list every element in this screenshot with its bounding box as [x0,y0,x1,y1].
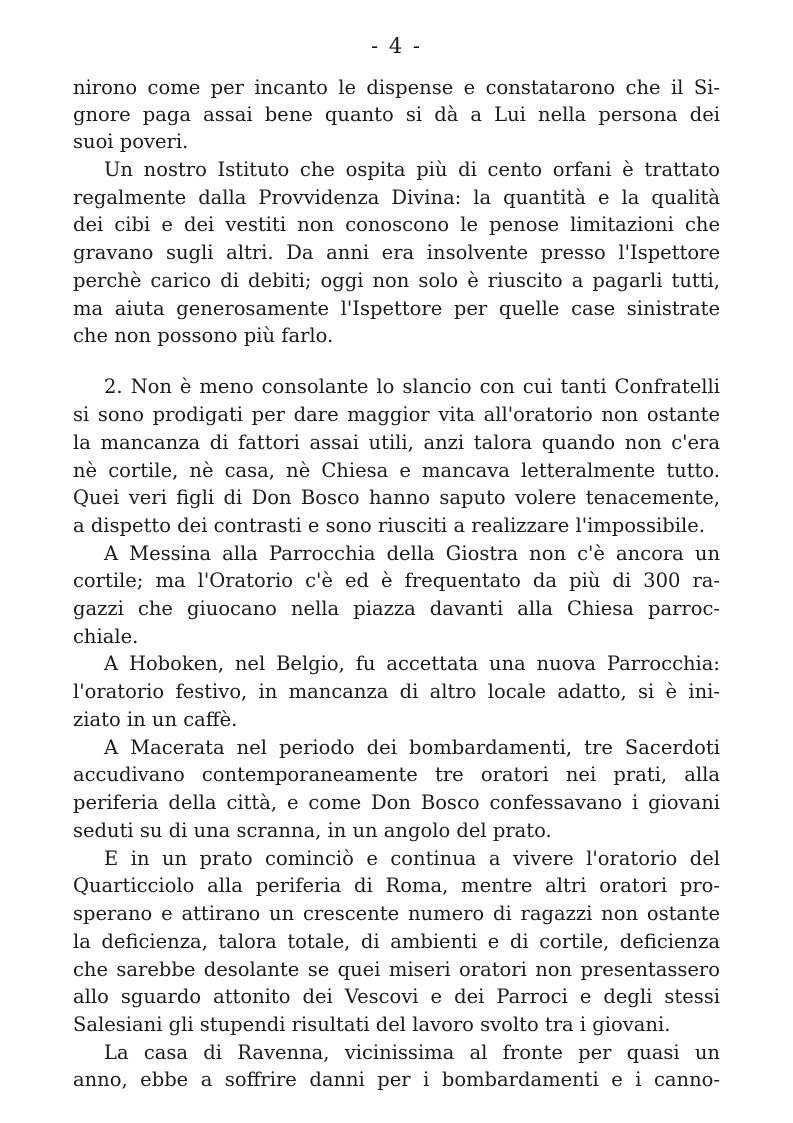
text-line: E in un prato cominciò e continua a vivere l'oratorio del [104,847,720,870]
text-line: che sarebbe desolante se quei miseri oratori non presentassero [73,958,720,981]
page-number: - 4 - [371,34,422,58]
text-line: dei cibi e dei vestiti non conoscono le penose limitazioni che [73,213,720,236]
text-line: A Hoboken, nel Belgio, fu accettata una nuova Parrocchia: [104,652,720,675]
text-line: accudivano contemporaneamente tre oratori nei prati, alla [73,763,720,786]
text-line: ma aiuta generosamente l'Ispettore per quelle case sinistrate [73,297,720,320]
text-line: anno, ebbe a soffrire danni per i bombardamenti e i canno- [73,1068,720,1091]
text-line: gazzi che giuocano nella piazza davanti alla Chiesa parroc- [73,597,720,620]
text-line: a dispetto dei contrasti e sono riusciti a realizzare l'impossibile. [73,514,705,537]
text-line: l'oratorio festivo, in mancanza di altro locale adatto, si è ini- [73,680,720,703]
text-line: chiale. [73,625,139,648]
text-line: suoi poveri. [73,130,189,153]
text-line: si sono prodigati per dare maggior vita all'oratorio non ostante [73,403,720,426]
text-line: regalmente dalla Provvidenza Divina: la quantità e la qualità [73,186,720,209]
text-line: Quei veri figli di Don Bosco hanno saputo volere tenacemente, [73,486,720,509]
text-line: perchè carico di debiti; oggi non solo è riuscito a pagarli tutti, [73,269,720,292]
text-line: A Messina alla Parrocchia della Giostra non c'è ancora un [104,542,720,565]
text-line: Salesiani gli stupendi risultati del lavoro svolto tra i giovani. [73,1013,671,1036]
text-line: periferia della città, e come Don Bosco confessavano i giovani [73,791,720,814]
text-line: seduti su di una scranna, in un angolo del prato. [73,819,552,842]
text-line: A Macerata nel periodo dei bombardamenti, tre Sacerdoti [104,736,720,759]
text-line: 2. Non è meno consolante lo slancio con cui tanti Confratelli [104,375,720,398]
text-line: cortile; ma l'Oratorio c'è ed è frequentato da più di 300 ra- [73,569,720,592]
text-line: La casa di Ravenna, vicinissima al fronte per quasi un [104,1041,720,1064]
text-line: gravano sugli altri. Da anni era insolvente presso l'Ispettore [73,241,720,264]
text-line: Quarticciolo alla periferia di Roma, mentre altri oratori pro- [73,874,720,897]
text-line: ziato in un caffè. [73,708,238,731]
text-line: la mancanza di fattori assai utili, anzi talora quando non c'era [73,431,720,454]
text-line: che non possono più farlo. [73,324,334,347]
text-line: la deficienza, talora totale, di ambienti e di cortile, deficienza [73,930,720,953]
text-line: nè cortile, nè casa, nè Chiesa e mancava letteralmente tutto. [73,459,720,482]
text-line: nirono come per incanto le dispense e constatarono che il Si- [73,76,720,99]
text-line: sperano e attirano un crescente numero di ragazzi non ostante [73,902,720,925]
text-line: allo sguardo attonito dei Vescovi e dei Parroci e degli stessi [73,985,720,1008]
text-line: gnore paga assai bene quanto si dà a Lui nella persona dei [73,103,720,126]
text-line: Un nostro Istituto che ospita più di cento orfani è trattato [104,158,720,181]
